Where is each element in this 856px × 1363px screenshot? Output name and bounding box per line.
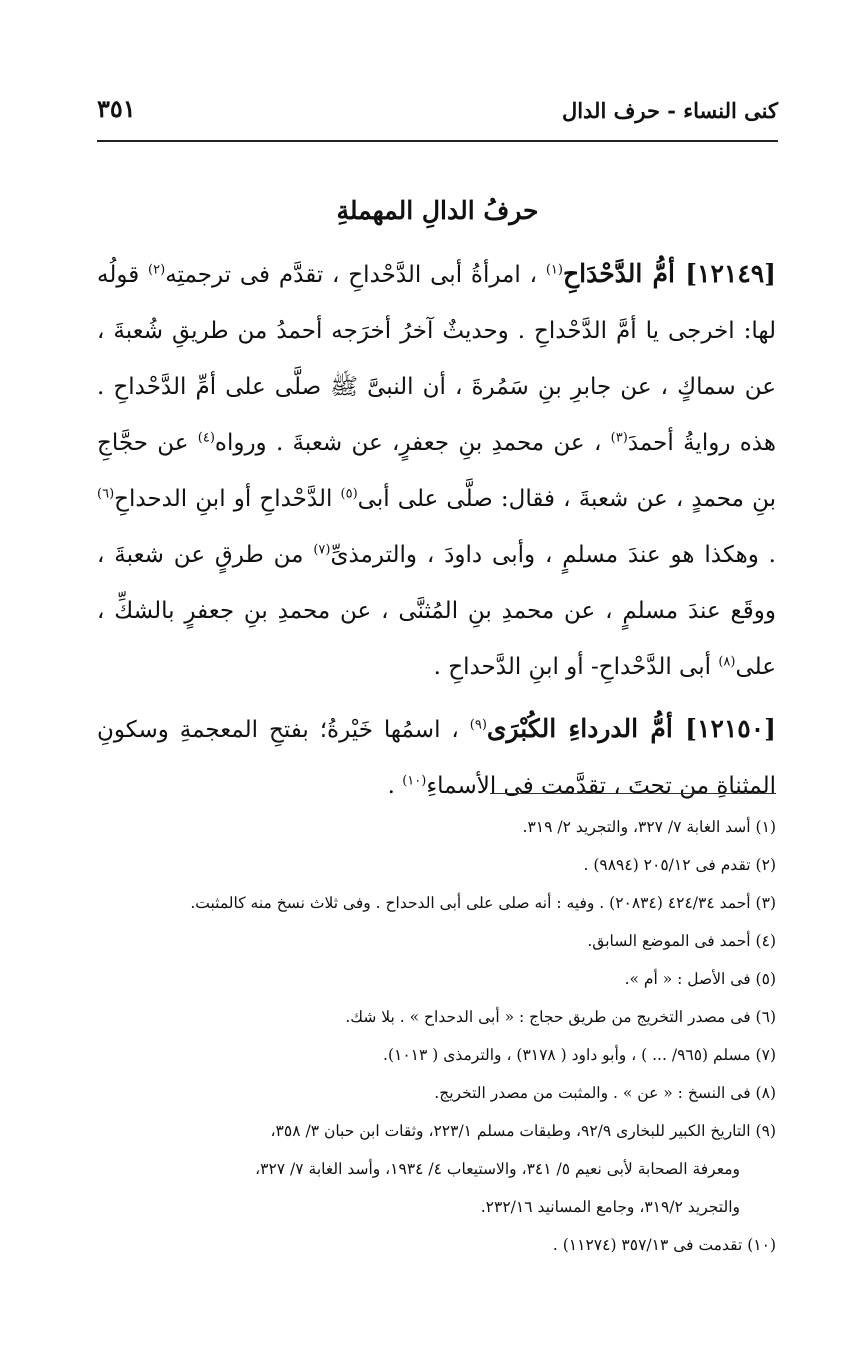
footnote-number: (٣) — [755, 894, 776, 912]
footnote-text: تقدمت فى ٣٥٧/١٣ (١١٢٧٤) . — [552, 1236, 743, 1254]
footnote-number: (٩) — [755, 1122, 776, 1140]
footnote-continuation: والتجريد ٣١٩/٢، وجامع المسانيد ٢٣٢/١٦. — [480, 1198, 740, 1216]
footnote-text: أسد الغابة ٧/ ٣٢٧، والتجريد ٢/ ٣١٩. — [522, 818, 751, 836]
entry-text: ، عن محمدِ بنِ جعفرٍ، عن شعبةَ . ورواه — [214, 430, 602, 456]
footnote — [97, 884, 776, 922]
entry-heading: [١٢١٥٠] أمُّ الدرداءِ الكُبْرَى — [486, 714, 776, 743]
entry-heading: [١٢١٤٩] أمُّ الدَّحْدَاحِ — [562, 259, 777, 288]
entry-12150 — [97, 701, 776, 814]
entry-text: عن حجَّاجِ بنِ محمدٍ ، عن شعبةَ ، فقال: صلَّى على أبى — [97, 430, 777, 512]
entry-text: من طرقٍ عن شعبةَ ، ووقَع عندَ مسلمٍ ، عن محمدِ بنِ المُثنَّى ، عن محمدِ بنِ جعفرٍ بالشكِّ ، على — [97, 542, 776, 680]
footnote-continuation: ومعرفة الصحابة لأبى نعيم ٥/ ٣٤١، والاستيعاب ٤/ ١٩٣٤، وأسد الغابة ٧/ ٣٢٧، — [255, 1160, 740, 1178]
footnote — [97, 1226, 776, 1264]
entry-text: ، امرأةُ أبى الدَّحْداحِ ، تقدَّم فى ترجمتِه — [165, 262, 538, 288]
footnote-number: (٨) — [755, 1084, 776, 1102]
footnote-text: فى النسخ : « عن » . والمثبت من مصدر التخريج. — [434, 1084, 751, 1102]
footnote-text: فى مصدر التخريج من طريق حجاج : « أبى الدحداح » . بلا شك. — [345, 1008, 751, 1026]
footnote-text: أحمد فى الموضع السابق. — [587, 932, 751, 950]
footnote-text: تقدم فى ٢٠٥/١٢ (٩٨٩٤) . — [583, 856, 751, 874]
entry-text: . — [387, 773, 395, 799]
footnote-ref: (٥) — [340, 486, 358, 502]
footnote-ref: (٨) — [718, 654, 736, 670]
footnote-text: مسلم (٩٦٥/ ... ) ، وأبو داود ( ٣١٧٨) ، والترمذى ( ١٠١٣). — [383, 1046, 751, 1064]
entry-12149 — [97, 246, 776, 695]
entry-text: أبى الدَّحْداحِ- أو ابنِ الدَّحداحِ . — [433, 654, 712, 680]
footnote — [97, 808, 776, 846]
running-header — [97, 92, 778, 132]
footnote-number: (١) — [755, 818, 776, 836]
footnote-number: (٢) — [755, 856, 776, 874]
footnote-ref: (٩) — [469, 717, 487, 733]
page-number: ٣٥١ — [97, 94, 136, 123]
main-text — [97, 246, 776, 814]
footnote-rule — [490, 793, 776, 794]
footnote-ref: (٢) — [148, 262, 166, 278]
header-rule — [97, 140, 778, 142]
footnote — [97, 998, 776, 1036]
entry-text: ، اسمُها خَيْرةُ؛ بفتحِ المعجمةِ وسكونِ المثناةِ من تحتَ ، تقدَّمت فى الأسماءِ — [97, 717, 776, 799]
footnote-ref: (٦) — [97, 486, 115, 502]
footnote — [97, 1112, 776, 1150]
footnote-ref: (٣) — [610, 430, 628, 446]
footnote — [97, 960, 776, 998]
footnote — [97, 846, 776, 884]
running-title: كنى النساء - حرف الدال — [561, 98, 778, 123]
entry-text: قولُه لها: اخرجى يا أمَّ الدَّحْداحِ . وحديثٌ آخرُ أخرَجه أحمدُ من طريقِ شُعبةَ ، عن سماكٍ ، عن جابرِ بنِ سَمُرةَ ، أن النبىَّ ﷺ صلَّى على أمِّ الدَّحْداحِ . هذه روايةُ أحمدَ — [97, 262, 776, 456]
footnote — [97, 922, 776, 960]
section-title: حرفُ الدالِ المهملةِ — [336, 196, 539, 225]
footnote-ref: (٤) — [197, 430, 215, 446]
footnote-text: فى الأصل : « أم ». — [624, 970, 751, 988]
footnote-text: التاريخ الكبير للبخارى ٩٢/٩، وطبقات مسلم ٢٢٣/١، وثقات ابن حبان ٣/ ٣٥٨، — [270, 1122, 751, 1140]
footnote-number: (١٠) — [747, 1236, 776, 1254]
entry-text: . وهكذا هو عندَ مسلمٍ ، وأبى داودَ ، والترمذىِّ — [330, 542, 776, 568]
footnote-text: أحمد ٤٢٤/٣٤ (٢٠٨٣٤) . وفيه : أنه صلى على أبى الدحداح . وفى ثلاث نسخ منه كالمثبت. — [190, 894, 751, 912]
footnote-ref: (٧) — [313, 542, 331, 558]
footnote — [97, 1036, 776, 1074]
entry-text: الدَّحْداحِ أو ابنِ الدحداحِ — [114, 486, 333, 512]
footnote-number: (٧) — [755, 1046, 776, 1064]
footnote-ref: (١٠) — [402, 773, 427, 789]
footnote-ref: (١) — [545, 262, 563, 278]
footnote-number: (٤) — [755, 932, 776, 950]
footnote-number: (٥) — [755, 970, 776, 988]
footnotes — [97, 808, 776, 1264]
footnote — [97, 1074, 776, 1112]
footnote-number: (٦) — [755, 1008, 776, 1026]
